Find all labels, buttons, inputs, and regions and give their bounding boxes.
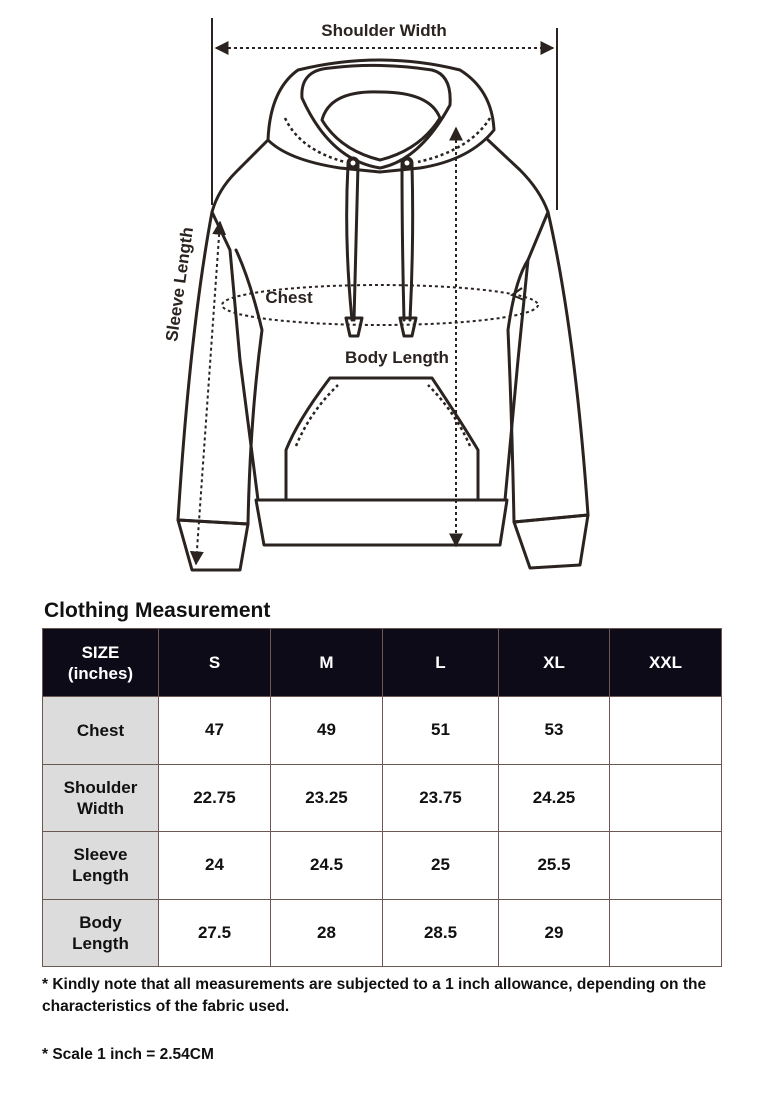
table-cell: 28.5 [383, 899, 499, 967]
right-sleeve [508, 212, 588, 522]
table-cell [610, 764, 722, 832]
scale-note: * Scale 1 inch = 2.54CM [42, 1046, 214, 1063]
size-header-xxl: XXL [610, 629, 722, 697]
waistband [256, 500, 507, 545]
size-header-xl: XL [499, 629, 610, 697]
table-cell: 24 [159, 832, 271, 900]
left-grommet-hole [351, 161, 356, 166]
table-cell: 23.25 [271, 764, 383, 832]
table-cell: 24.25 [499, 764, 610, 832]
hood-outer [268, 60, 494, 172]
sleeve-length-arrow [196, 222, 220, 564]
table-cell: 24.5 [271, 832, 383, 900]
row-label-chest: Chest [43, 697, 159, 765]
size-chart-table [42, 628, 722, 967]
right-drawstring-b [410, 165, 413, 320]
table-row [43, 832, 722, 900]
size-header-m: M [271, 629, 383, 697]
left-drawstring [347, 165, 352, 320]
size-header-s: S [159, 629, 271, 697]
right-grommet-hole [405, 161, 410, 166]
left-cuff [178, 520, 248, 570]
table-cell: 27.5 [159, 899, 271, 967]
hoodie-body [212, 140, 548, 500]
table-cell: 47 [159, 697, 271, 765]
row-label-sleeve-length: Sleeve Length [43, 832, 159, 900]
table-cell: 28 [271, 899, 383, 967]
row-label-shoulder-width: Shoulder Width [43, 764, 159, 832]
table-cell: 51 [383, 697, 499, 765]
size-header-l: L [383, 629, 499, 697]
table-cell: 22.75 [159, 764, 271, 832]
right-string-tip [400, 318, 416, 336]
body-length-label: Body Length [345, 348, 449, 367]
table-cell: 23.75 [383, 764, 499, 832]
table-cell [610, 899, 722, 967]
table-cell [610, 832, 722, 900]
table-cell: 49 [271, 697, 383, 765]
shoulder-width-label: Shoulder Width [321, 21, 447, 40]
size-corner-header [43, 629, 159, 697]
chest-label: Chest [265, 288, 313, 307]
sleeve-length-label: Sleeve Length [162, 225, 197, 343]
size-header-line2: (inches) [67, 663, 134, 683]
table-cell: 25.5 [499, 832, 610, 900]
row-label-body-length: Body Length [43, 899, 159, 967]
allowance-note: * Kindly note that all measurements are subjected to a 1 inch allowance, depending on the characteristics of the fabric used. [42, 976, 707, 1015]
table-title: Clothing Measurement [44, 599, 271, 622]
table-row [43, 697, 722, 765]
left-drawstring-b [354, 165, 358, 320]
table-cell [610, 697, 722, 765]
header-row [43, 629, 722, 697]
size-header-line1: SIZE [81, 642, 120, 662]
right-cuff [514, 515, 588, 568]
table-cell: 25 [383, 832, 499, 900]
table-row [43, 899, 722, 967]
table-cell: 29 [499, 899, 610, 967]
table-cell: 53 [499, 697, 610, 765]
kangaroo-pocket [286, 378, 478, 498]
right-drawstring [402, 165, 404, 320]
table-row [43, 764, 722, 832]
